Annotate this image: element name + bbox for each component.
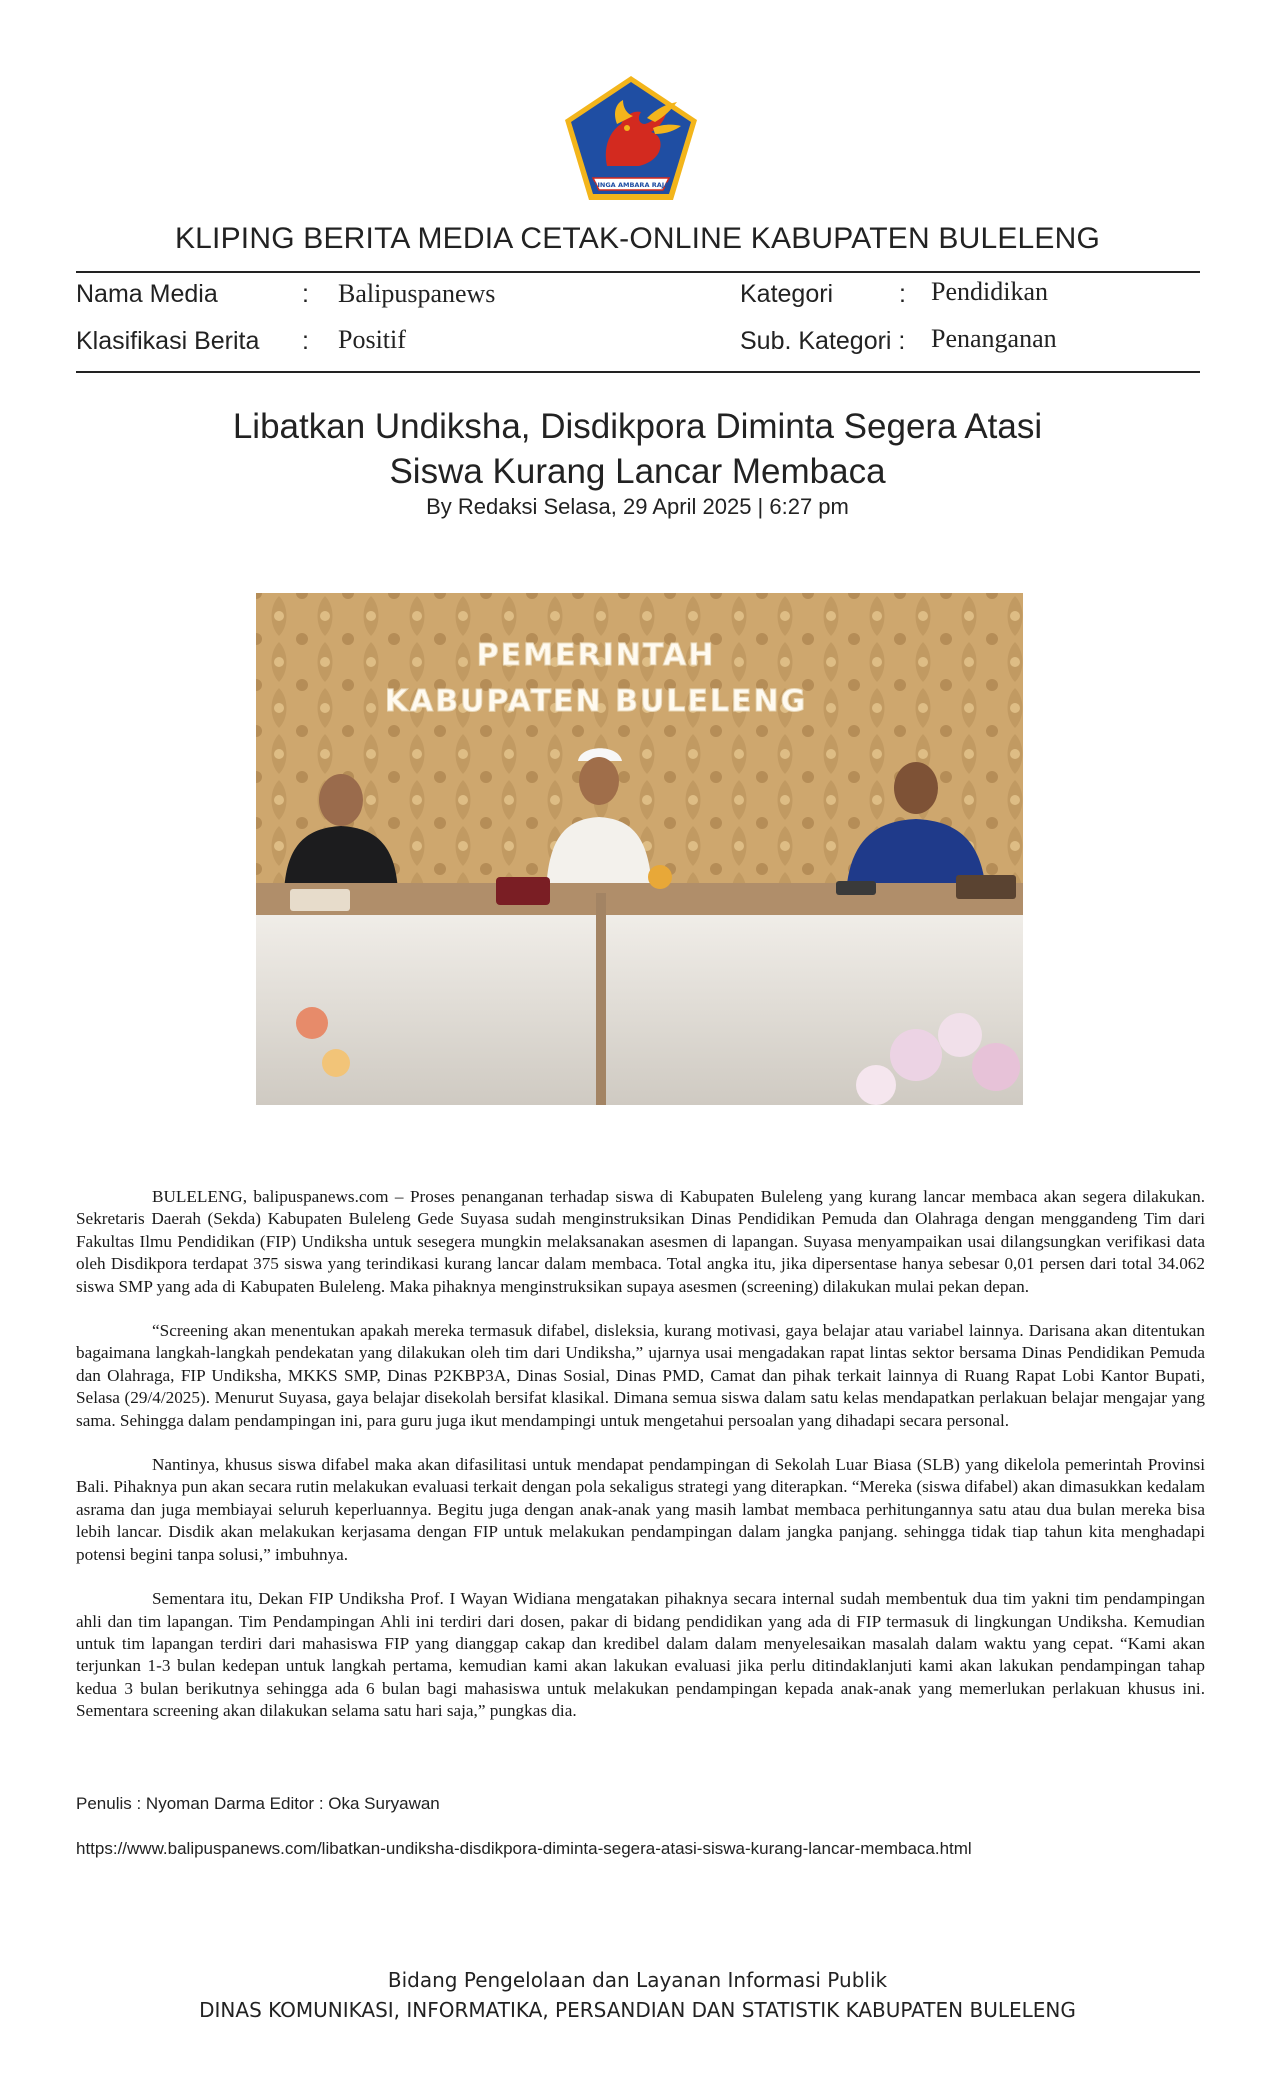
article-byline: By Redaksi Selasa, 29 April 2025 | 6:27 pm	[426, 494, 849, 519]
article-title-line2: Siswa Kurang Lancar Membaca	[389, 452, 886, 491]
article-paragraph: Nantinya, khusus siswa difabel maka akan difasilitasi untuk mendapat pendampingan di Sekolah Luar Biasa (SLB) yang dikelola pemerintah Provinsi Bali. Pihaknya pun akan secara rutin melakukan evaluasi terkait dengan pola sekaligus strategi yang diterapkan. “Mereka (siswa difabel) akan dimasukkan kedalam asrama dan juga membiayai seluruh keperluannya. Begitu juga dengan anak-anak yang masih lambat membaca perhitungannya satu atau dua bulan mereka bisa lebih lancar. Disdik akan melakukan kerjasama dengan FIP untuk melakukan pendampingan dalam jangka panjang. sehingga tidak tiap tahun kita menghadapi potensi begini tanpa solusi,” imbuhnya.	[76, 1455, 1205, 1564]
nama-media-colon: :	[302, 280, 309, 308]
klasifikasi-label: Klasifikasi Berita	[76, 327, 260, 355]
klasifikasi-colon: :	[302, 327, 309, 355]
photo-sign-line1: PEMERINTAH	[476, 638, 716, 673]
bottom-rule	[76, 371, 1200, 373]
nama-media-label: Nama Media	[76, 280, 218, 308]
regency-emblem-logo	[563, 74, 699, 202]
footer-agency: DINAS KOMUNIKASI, INFORMATIKA, PERSANDIAN DAN STATISTIK KABUPATEN BULELENG	[199, 1998, 1076, 2022]
kategori-label: Kategori	[740, 280, 834, 308]
article-paragraph: Sementara itu, Dekan FIP Undiksha Prof. I Wayan Widiana mengatakan pihaknya secara internal sudah membentuk dua tim yakni tim pendampingan ahli dan tim lapangan. Tim Pendampingan Ahli ini terdiri dari dosen, pakar di bidang pendidikan yang ada di FIP termasuk di lingkungan Undiksha. Kemudian untuk tim lapangan terdiri dari mahasiswa FIP yang dianggap cakap dan kredibel dalam dalam menyelesaikan masalah dalam waktu yang cepat. “Kami akan terjunkan 1-3 bulan kedepan untuk langkah pertama, kemudian kami akan lakukan evaluasi jika perlu ditindaklanjuti kami akan lakukan pendampingan tahap kedua 3 bulan berikutnya sehingga ada 6 bulan bagi mahasiswa untuk melakukan pendampingan kepada anak-anak yang memerlukan perlakuan khusus ini. Sementara screening akan dilakukan selama satu hari saja,” pungkas dia.	[76, 1589, 1205, 1721]
nama-media-value: Balipuspanews	[338, 279, 496, 308]
sub-kategori-label: Sub. Kategori :	[740, 327, 906, 355]
article-source-url: https://www.balipuspanews.com/libatkan-undiksha-disdikpora-diminta-segera-atasi-siswa-kurang-lancar-membaca.html	[76, 1839, 972, 1858]
article-title-line1: Libatkan Undiksha, Disdikpora Diminta Segera Atasi	[232, 407, 1043, 446]
photo-sign-line2: KABUPATEN BULELENG	[384, 684, 808, 719]
document-heading: KLIPING BERITA MEDIA CETAK-ONLINE KABUPATEN BULELENG	[174, 222, 1101, 255]
top-rule	[76, 271, 1200, 273]
article-photo	[256, 593, 1023, 1105]
kategori-value: Pendidikan	[931, 277, 1048, 306]
klasifikasi-value: Positif	[338, 325, 406, 354]
kategori-colon: :	[899, 280, 906, 308]
footer-division: Bidang Pengelolaan dan Layanan Informasi Publik	[387, 1968, 888, 1992]
logo-motto-text: SINGA AMBARA RAJA	[592, 181, 670, 189]
article-credit: Penulis : Nyoman Darma Editor : Oka Suryawan	[76, 1794, 440, 1813]
article-paragraph: BULELENG, balipuspanews.com – Proses penanganan terhadap siswa di Kabupaten Buleleng yang kurang lancar membaca akan segera dilakukan. Sekretaris Daerah (Sekda) Kabupaten Buleleng Gede Suyasa sudah menginstruksikan Dinas Pendidikan Pemuda dan Olahraga dengan menggandeng Tim dari Fakultas Ilmu Pendidikan (FIP) Undiksha untuk sesegera mungkin melaksanakan asesmen di lapangan. Suyasa menyampaikan usai dilangsungkan verifikasi data oleh Disdikpora terdapat 375 siswa yang terindikasi kurang lancar dalam membaca. Total angka itu, jika dipersentase hanya sebesar 0,01 persen dari total 34.062 siswa SMP yang ada di Kabupaten Buleleng. Maka pihaknya menginstruksikan supaya asesmen (screening) dilakukan mulai pekan depan.	[76, 1187, 1205, 1296]
article-body	[76, 1186, 1205, 1745]
sub-kategori-value: Penanganan	[931, 324, 1057, 353]
article-paragraph: “Screening akan menentukan apakah mereka termasuk difabel, disleksia, kurang motivasi, gaya belajar atau variabel lainnya. Darisana akan ditentukan bagaimana langkah-langkah pendekatan yang dilakukan oleh tim dari Undiksha,” ujarnya usai mengadakan rapat lintas sektor bersama Dinas Pendidikan Pemuda dan Olahraga, FIP Undiksha, MKKS SMP, Dinas P2KBP3A, Dinas Sosial, Dinas PMD, Camat dan pihak terkait lainnya di Ruang Rapat Lobi Kantor Bupati, Selasa (29/4/2025). Menurut Suyasa, gaya belajar disekolah bersifat klasikal. Dimana semua siswa dalam satu kelas mendapatkan perlakuan belajar mengajar yang sama. Sehingga dalam pendampingan ini, para guru juga ikut mendampingi untuk mengetahui persoalan yang dihadapi secara personal.	[76, 1321, 1205, 1430]
